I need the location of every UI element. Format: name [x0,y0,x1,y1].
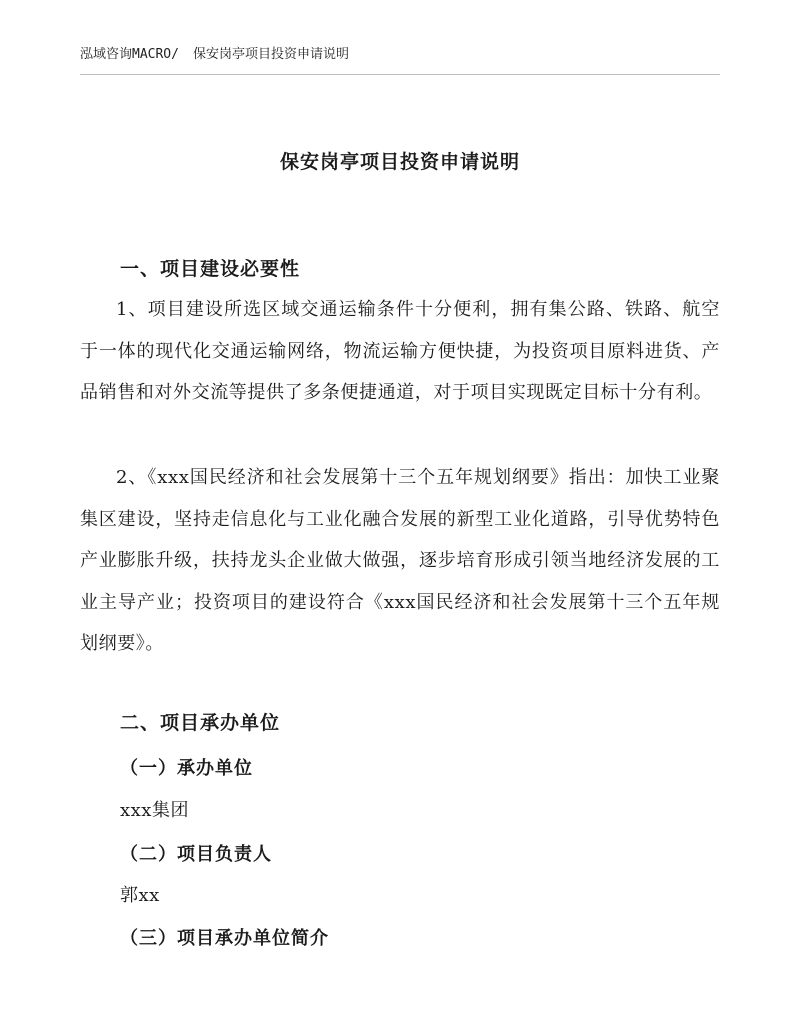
paragraph-2: 2、《xxx国民经济和社会发展第十三个五年规划纲要》指出：加快工业聚集区建设，坚持走信息化与工业化融合发展的新型工业化道路，引导优势特色产业膨胀升级，扶持龙头企业做大做强，逐步培育形成引领当地经济发展的工业主导产业；投资项目的建设符合《xxx国民经济和社会发展第十三个五年规划纲要》。 [80,467,720,654]
header-divider [80,74,720,75]
header-company: 泓域咨询MACRO/ [80,47,179,62]
section-heading-sponsor: 二、项目承办单位 [120,712,281,734]
subheading-sponsor-unit: （一）承办单位 [120,758,253,779]
subheading-project-leader: （二）项目负责人 [120,844,272,865]
project-leader-value: 郭xx [120,885,160,906]
paragraph-1: 1、项目建设所选区域交通运输条件十分便利，拥有集公路、铁路、航空于一体的现代化交通运输网络，物流运输方便快捷，为投资项目原料进货、产品销售和对外交流等提供了多条便捷通道，对于项目实现既定目标十分有利。 [80,299,720,403]
sponsor-unit-value: xxx集团 [120,800,189,821]
document-title: 保安岗亭项目投资申请说明 [279,151,520,173]
subheading-sponsor-profile: （三）项目承办单位简介 [120,928,329,949]
section-heading-necessity: 一、项目建设必要性 [120,258,301,280]
header-doc-name: 保安岗亭项目投资申请说明 [192,47,349,62]
page-header [80,46,349,64]
